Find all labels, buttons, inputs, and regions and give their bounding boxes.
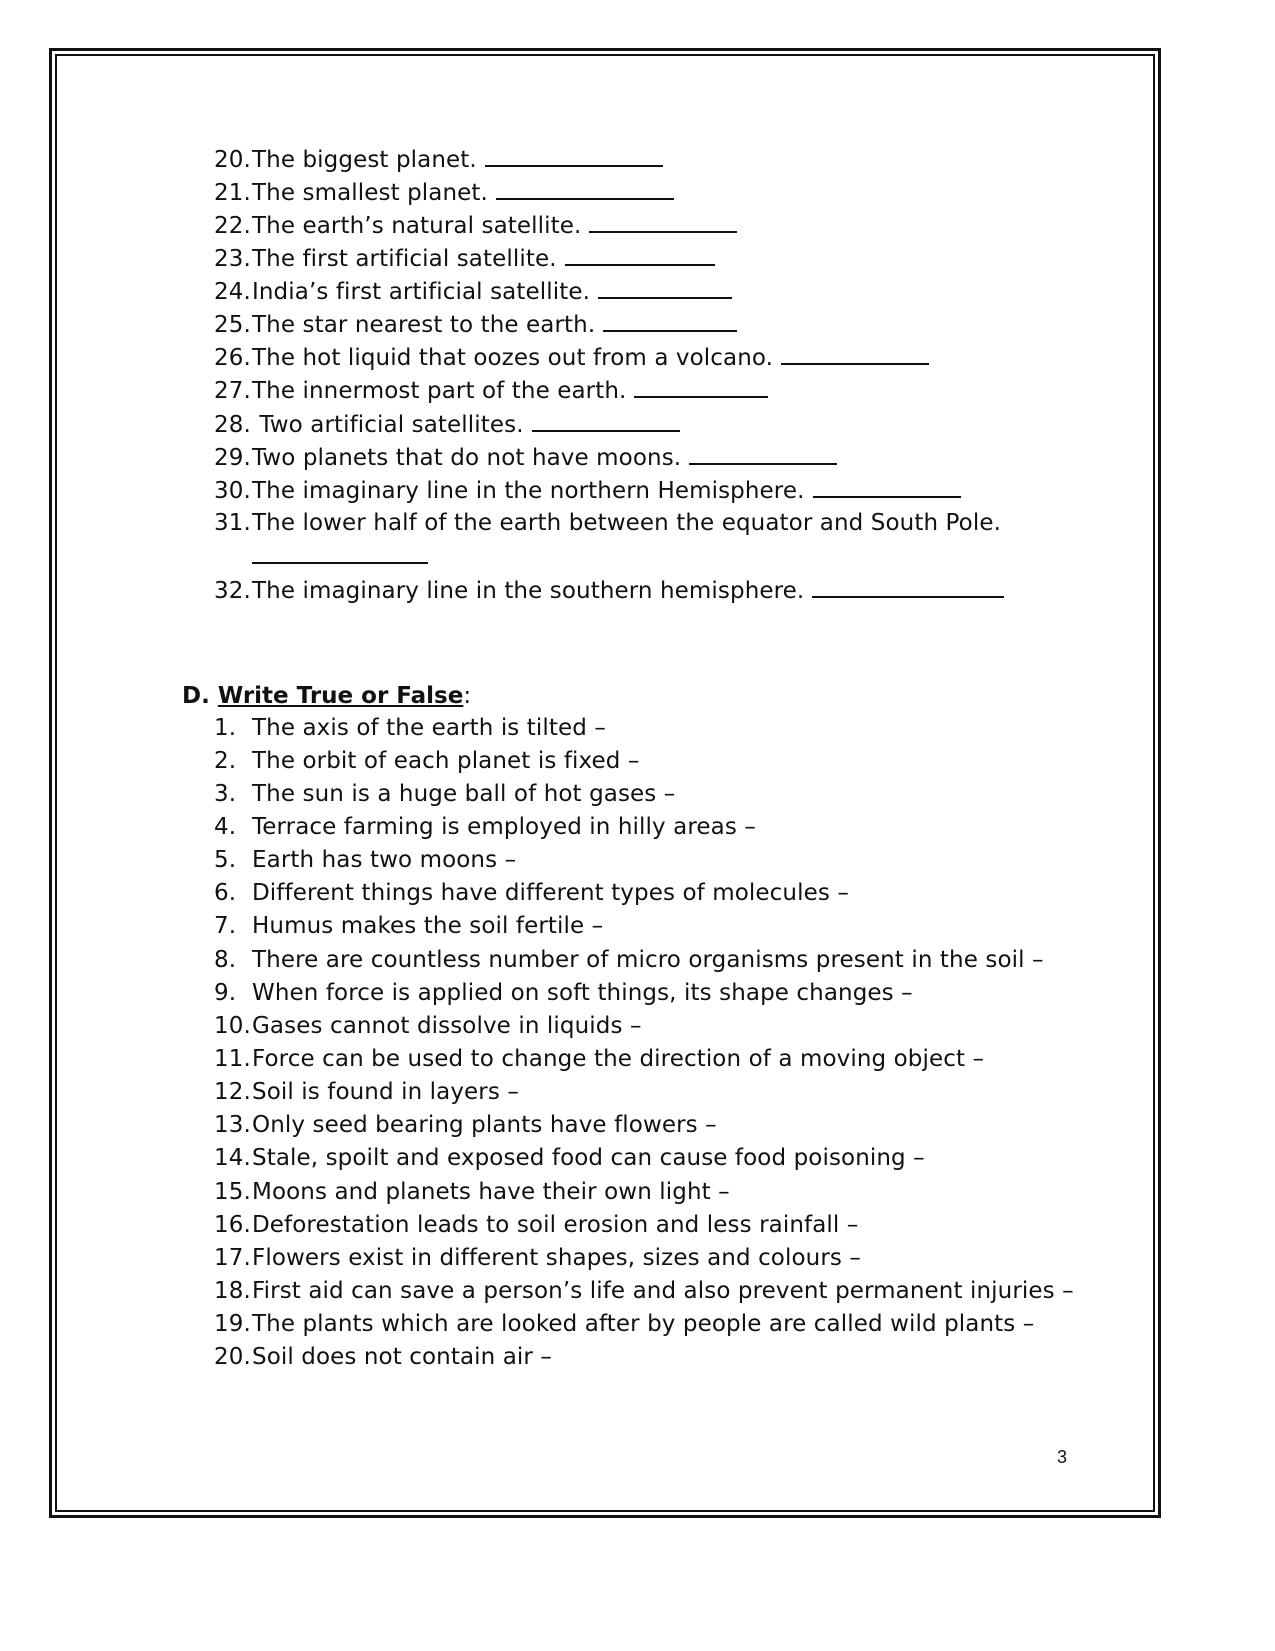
- question-number: 17.: [214, 1245, 251, 1271]
- question-text: The orbit of each planet is fixed –: [252, 748, 640, 774]
- answer-blank[interactable]: [485, 143, 663, 167]
- question-text: When force is applied on soft things, its shape changes –: [252, 980, 913, 1006]
- tf-question-5: [214, 844, 516, 877]
- question-number: 5.: [214, 847, 237, 873]
- tf-question-16: [214, 1209, 858, 1242]
- question-number: 26.: [214, 345, 251, 371]
- blank-question-21: [214, 176, 674, 210]
- question-text: The first artificial satellite.: [252, 246, 557, 272]
- question-number: 13.: [214, 1112, 251, 1138]
- blank-question-32: [214, 574, 1004, 608]
- question-number: 28.: [214, 412, 251, 438]
- question-text: Terrace farming is employed in hilly areas –: [252, 814, 756, 840]
- question-text: Flowers exist in different shapes, sizes and colours –: [252, 1245, 861, 1271]
- question-number: 32.: [214, 578, 251, 604]
- answer-blank[interactable]: [589, 209, 737, 233]
- tf-question-10: [214, 1010, 642, 1043]
- section-title: Write True or False: [217, 683, 464, 709]
- tf-question-3: [214, 778, 675, 811]
- tf-question-9: [214, 977, 913, 1010]
- question-text: Two planets that do not have moons.: [252, 445, 682, 471]
- question-number: 23.: [214, 246, 251, 272]
- question-number: 8.: [214, 947, 237, 973]
- question-number: 4.: [214, 814, 237, 840]
- tf-question-14: [214, 1142, 925, 1175]
- question-text: Gases cannot dissolve in liquids –: [252, 1013, 642, 1039]
- question-text: The star nearest to the earth.: [252, 312, 596, 338]
- question-text: Force can be used to change the direction of a moving object –: [252, 1046, 985, 1072]
- answer-blank[interactable]: [634, 374, 768, 398]
- section-colon: :: [463, 683, 472, 709]
- question-number: 19.: [214, 1311, 251, 1337]
- tf-question-2: [214, 745, 639, 778]
- blank-question-27: [214, 374, 768, 408]
- tf-question-15: [214, 1176, 730, 1209]
- question-text: Stale, spoilt and exposed food can cause food poisoning –: [252, 1145, 925, 1171]
- answer-blank[interactable]: [252, 540, 428, 564]
- question-number: 20.: [214, 1344, 251, 1370]
- blank-question-31-answer-line: [252, 540, 428, 574]
- blank-question-28: [214, 408, 680, 442]
- question-number: 12.: [214, 1079, 251, 1105]
- answer-blank[interactable]: [781, 341, 929, 365]
- tf-question-20: [214, 1341, 552, 1374]
- question-number: 10.: [214, 1013, 251, 1039]
- question-text: The imaginary line in the southern hemisphere.: [252, 578, 805, 604]
- question-text: The biggest planet.: [252, 147, 477, 173]
- answer-blank[interactable]: [565, 242, 715, 266]
- tf-question-7: [214, 910, 603, 943]
- question-number: 18.: [214, 1278, 251, 1304]
- question-number: 3.: [214, 781, 237, 807]
- question-number: 29.: [214, 445, 251, 471]
- question-text: First aid can save a person’s life and also prevent permanent injuries –: [252, 1278, 1074, 1304]
- blank-question-24: [214, 275, 732, 309]
- question-text: Earth has two moons –: [252, 847, 517, 873]
- question-number: 31.: [214, 510, 251, 536]
- tf-question-19: [214, 1308, 1034, 1341]
- question-number: 21.: [214, 180, 251, 206]
- answer-blank[interactable]: [598, 275, 732, 299]
- question-text: Different things have different types of molecules –: [252, 880, 849, 906]
- tf-question-18: [214, 1275, 1074, 1308]
- tf-question-11: [214, 1043, 984, 1076]
- question-number: 2.: [214, 748, 237, 774]
- question-text: Only seed bearing plants have flowers –: [252, 1112, 717, 1138]
- question-number: 1.: [214, 715, 237, 741]
- page-number: 3: [1057, 1447, 1068, 1467]
- question-text: Soil is found in layers –: [252, 1079, 519, 1105]
- question-number: 27.: [214, 378, 251, 404]
- question-text: The hot liquid that oozes out from a volcano.: [252, 345, 774, 371]
- tf-question-6: [214, 877, 849, 910]
- answer-blank[interactable]: [603, 308, 737, 332]
- section-letter: D.: [182, 683, 210, 709]
- blank-question-26: [214, 341, 929, 375]
- question-number: 7.: [214, 913, 237, 939]
- question-number: 6.: [214, 880, 237, 906]
- answer-blank[interactable]: [812, 574, 1004, 598]
- blank-question-22: [214, 209, 737, 243]
- tf-question-4: [214, 811, 756, 844]
- blank-question-31: [214, 507, 1001, 540]
- blank-question-30: [214, 474, 961, 508]
- question-text: Deforestation leads to soil erosion and less rainfall –: [252, 1212, 859, 1238]
- question-number: 15.: [214, 1179, 251, 1205]
- answer-blank[interactable]: [532, 408, 680, 432]
- answer-blank[interactable]: [496, 176, 674, 200]
- question-text: The innermost part of the earth.: [252, 378, 627, 404]
- tf-question-17: [214, 1242, 861, 1275]
- blank-question-29: [214, 441, 837, 475]
- question-text: India’s first artificial satellite.: [252, 279, 590, 305]
- answer-blank[interactable]: [813, 474, 961, 498]
- question-text: There are countless number of micro organisms present in the soil –: [252, 947, 1044, 973]
- blank-question-25: [214, 308, 737, 342]
- question-text: Two artificial satellites.: [252, 412, 524, 438]
- question-number: 24.: [214, 279, 251, 305]
- tf-question-13: [214, 1109, 717, 1142]
- question-text: The sun is a huge ball of hot gases –: [252, 781, 676, 807]
- question-text: The axis of the earth is tilted –: [252, 715, 606, 741]
- tf-question-12: [214, 1076, 519, 1109]
- question-number: 30.: [214, 478, 251, 504]
- question-text: The lower half of the earth between the equator and South Pole.: [252, 510, 1002, 536]
- question-text: The earth’s natural satellite.: [252, 213, 582, 239]
- question-text: Humus makes the soil fertile –: [252, 913, 604, 939]
- tf-question-1: [214, 712, 606, 745]
- question-text: The plants which are looked after by people are called wild plants –: [252, 1311, 1035, 1337]
- question-number: 16.: [214, 1212, 251, 1238]
- tf-question-8: [214, 944, 1044, 977]
- blank-question-23: [214, 242, 715, 276]
- blank-question-20: [214, 143, 663, 177]
- question-text: Soil does not contain air –: [252, 1344, 552, 1370]
- question-text: The smallest planet.: [252, 180, 488, 206]
- question-number: 20.: [214, 147, 251, 173]
- answer-blank[interactable]: [689, 441, 837, 465]
- question-number: 9.: [214, 980, 237, 1006]
- section-d-heading: [182, 680, 471, 713]
- question-text: The imaginary line in the northern Hemisphere.: [252, 478, 805, 504]
- question-number: 25.: [214, 312, 251, 338]
- question-number: 11.: [214, 1046, 251, 1072]
- question-number: 14.: [214, 1145, 251, 1171]
- question-text: Moons and planets have their own light –: [252, 1179, 730, 1205]
- question-number: 22.: [214, 213, 251, 239]
